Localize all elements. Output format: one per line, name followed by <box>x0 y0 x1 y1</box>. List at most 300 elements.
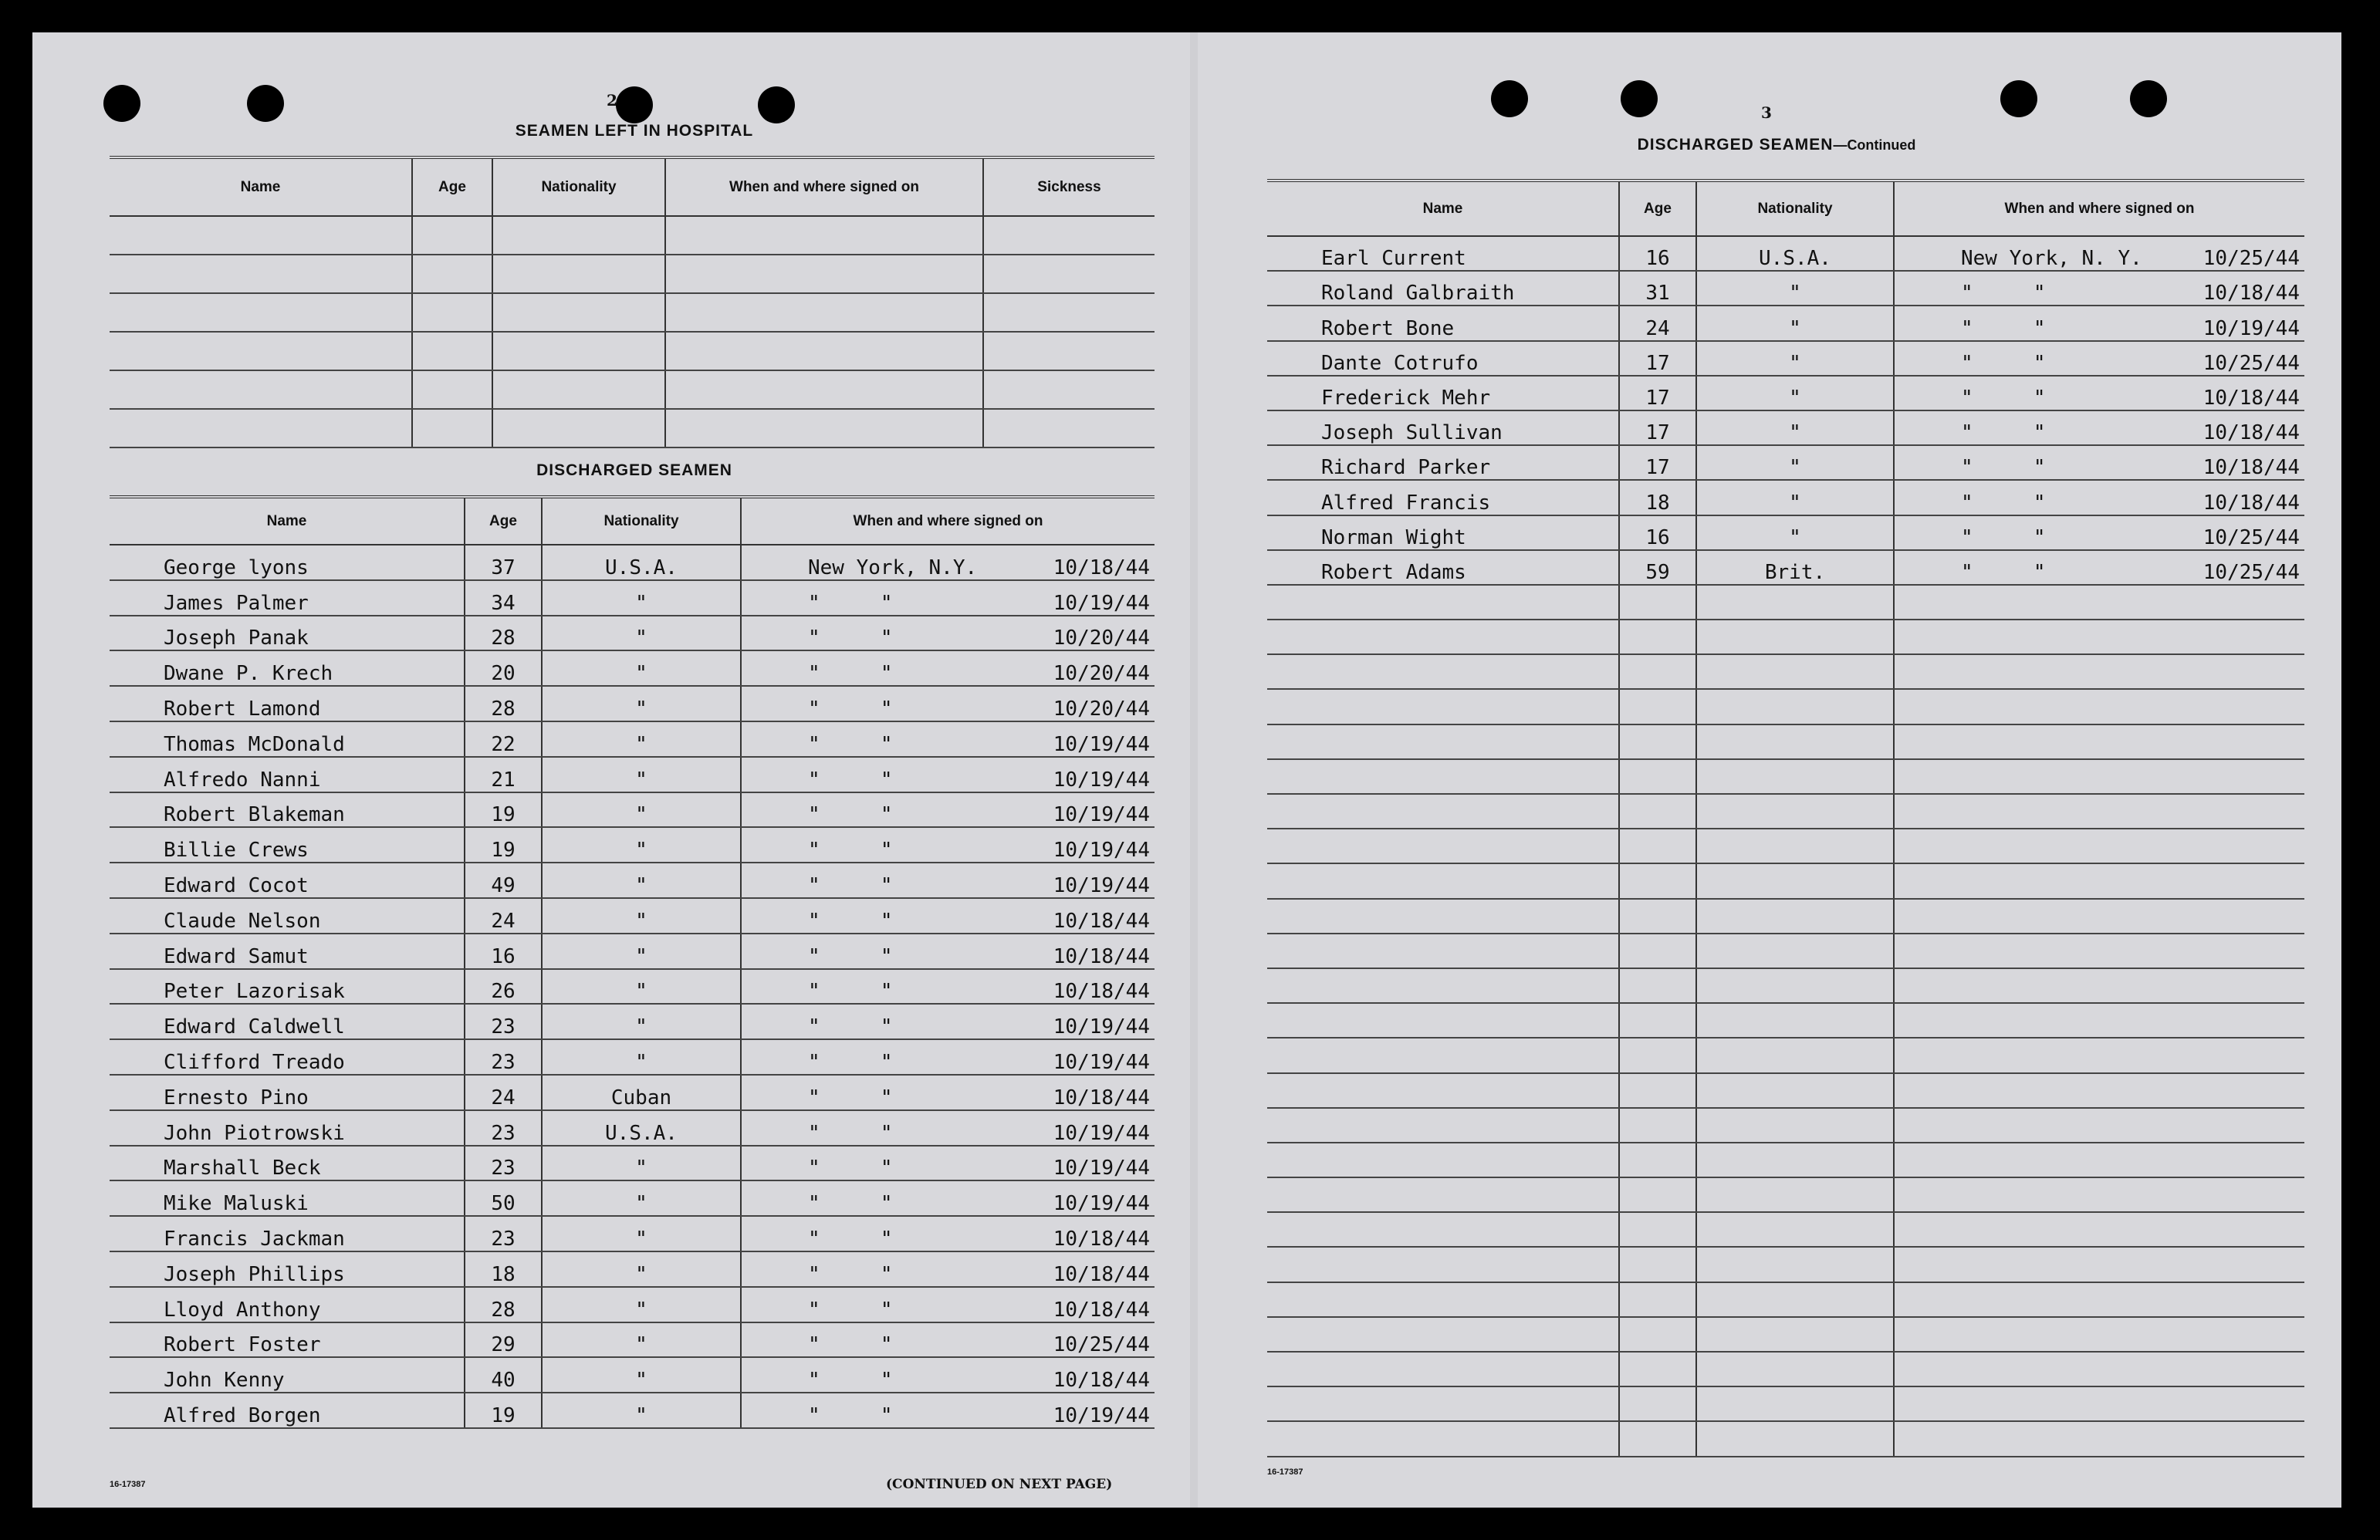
table-row <box>110 1251 1155 1287</box>
signed-on-date: 10/18/44 <box>2203 386 2300 410</box>
empty-cell <box>665 370 983 409</box>
signed-on-date: 10/25/44 <box>2203 247 2300 271</box>
cell-nationality <box>1696 1282 1894 1317</box>
table-row <box>1267 480 2304 515</box>
cell-when-where <box>741 934 1155 969</box>
cell-name: Richard Parker <box>1267 445 1619 480</box>
cell-age: 24 <box>1619 306 1696 340</box>
signed-on-place: New York, N. Y. <box>1961 247 2142 271</box>
signed-on-place: " " <box>1961 282 2046 306</box>
cell-age <box>1619 1421 1696 1456</box>
signed-on-place: " " <box>808 1403 893 1427</box>
cell-age: 20 <box>465 650 542 686</box>
cell-when-where <box>1894 376 2304 410</box>
cell-age: 31 <box>1619 271 1696 306</box>
signed-on-date: 10/19/44 <box>1053 1157 1150 1180</box>
cell-nationality <box>1696 1247 1894 1282</box>
form-number: 16-17387 <box>110 1480 146 1489</box>
cell-nationality: " <box>542 792 741 828</box>
cell-when-where <box>1894 341 2304 376</box>
cell-when-where <box>741 827 1155 863</box>
empty-cell <box>412 332 492 370</box>
cell-when-where <box>1894 689 2304 724</box>
when-where-wrap <box>746 592 1150 615</box>
signed-on-date: 10/25/44 <box>1053 1333 1150 1357</box>
table-row <box>110 1216 1155 1251</box>
when-where-wrap <box>746 910 1150 933</box>
table-row <box>110 969 1155 1005</box>
cell-when-where <box>1894 585 2304 620</box>
cell-age: 21 <box>465 757 542 792</box>
table-row <box>1267 306 2304 340</box>
table-row <box>1267 1143 2304 1177</box>
cell-when-where <box>1894 759 2304 794</box>
when-where-wrap <box>746 1015 1150 1038</box>
empty-cell <box>110 255 412 293</box>
page-number: 2 <box>607 91 617 110</box>
cell-nationality: " <box>542 969 741 1005</box>
cell-age <box>1619 654 1696 689</box>
cell-when-where <box>741 1075 1155 1110</box>
empty-cell <box>665 409 983 447</box>
cell-name: Frederick Mehr <box>1267 376 1619 410</box>
signed-on-date: 10/18/44 <box>1053 1262 1150 1286</box>
cell-when-where <box>1894 829 2304 863</box>
table-row <box>110 616 1155 651</box>
cell-when-where <box>741 1322 1155 1358</box>
cell-name <box>1267 620 1619 654</box>
cell-nationality <box>1696 1317 1894 1352</box>
hospital-table <box>110 156 1155 448</box>
cell-when-where <box>741 580 1155 616</box>
cell-when-where <box>1894 934 2304 968</box>
cell-when-where <box>1894 1143 2304 1177</box>
table-row <box>1267 724 2304 759</box>
table-row <box>1267 445 2304 480</box>
header-when-where: When and where signed on <box>1894 181 2304 236</box>
cell-name <box>1267 829 1619 863</box>
signed-on-place: " " <box>808 803 893 827</box>
cell-when-where <box>741 757 1155 792</box>
signed-on-date: 10/18/44 <box>1053 556 1150 579</box>
cell-age <box>1619 759 1696 794</box>
cell-nationality <box>1696 968 1894 1003</box>
cell-name <box>1267 1421 1619 1456</box>
signed-on-place: " " <box>808 1333 893 1357</box>
cell-nationality: " <box>542 934 741 969</box>
table-row <box>110 1004 1155 1039</box>
empty-cell <box>412 370 492 409</box>
cell-when-where <box>1894 1038 2304 1072</box>
cell-name <box>1267 1317 1619 1352</box>
table-row <box>110 580 1155 616</box>
cell-age: 24 <box>465 1075 542 1110</box>
cell-age: 17 <box>1619 445 1696 480</box>
header-name: Name <box>110 497 465 545</box>
empty-cell <box>983 293 1155 332</box>
table-row <box>110 792 1155 828</box>
cell-name <box>1267 968 1619 1003</box>
cell-age <box>1619 1317 1696 1352</box>
table-row <box>1267 1386 2304 1421</box>
cell-nationality: U.S.A. <box>542 545 741 580</box>
when-where-wrap <box>746 1333 1150 1356</box>
cell-age <box>1619 724 1696 759</box>
cell-name: Robert Bone <box>1267 306 1619 340</box>
signed-on-date: 10/18/44 <box>1053 1369 1150 1393</box>
empty-cell <box>665 216 983 255</box>
cell-name: Robert Lamond <box>110 686 465 721</box>
when-where-wrap <box>1899 491 2300 515</box>
cell-nationality: " <box>542 898 741 934</box>
table-row <box>1267 1177 2304 1212</box>
when-where-wrap <box>746 980 1150 1003</box>
table-row <box>1267 236 2304 271</box>
cell-nationality: " <box>1696 271 1894 306</box>
cell-age <box>1619 1386 1696 1421</box>
signed-on-date: 10/19/44 <box>1053 803 1150 827</box>
signed-on-place: " " <box>1961 456 2046 480</box>
cell-age <box>1619 829 1696 863</box>
signed-on-place: " " <box>1961 560 2046 584</box>
empty-cell <box>665 332 983 370</box>
cell-nationality <box>1696 1212 1894 1247</box>
cell-when-where <box>1894 1247 2304 1282</box>
signed-on-date: 10/19/44 <box>1053 1015 1150 1039</box>
cell-when-where <box>741 721 1155 757</box>
when-where-wrap <box>746 1192 1150 1215</box>
cell-name <box>1267 899 1619 934</box>
cell-when-where <box>741 1146 1155 1181</box>
cell-name <box>1267 1073 1619 1108</box>
signed-on-date: 10/18/44 <box>2203 421 2300 445</box>
when-where-wrap <box>746 1369 1150 1392</box>
cell-when-where <box>741 1110 1155 1146</box>
signed-on-date: 10/18/44 <box>2203 491 2300 515</box>
cell-when-where <box>1894 968 2304 1003</box>
table-row <box>110 1322 1155 1358</box>
punch-hole <box>2000 80 2037 117</box>
signed-on-place: " " <box>1961 491 2046 515</box>
cell-age <box>1619 689 1696 724</box>
cell-name: Francis Jackman <box>110 1216 465 1251</box>
cell-nationality: U.S.A. <box>542 1110 741 1146</box>
cell-age: 23 <box>465 1110 542 1146</box>
cell-name <box>1267 1038 1619 1072</box>
page-spine <box>1190 32 1198 1508</box>
signed-on-place: " " <box>808 909 893 933</box>
punch-hole <box>758 86 795 123</box>
cell-when-where <box>1894 899 2304 934</box>
cell-when-where <box>1894 1003 2304 1038</box>
signed-on-place: " " <box>808 944 893 968</box>
signed-on-date: 10/19/44 <box>1053 873 1150 897</box>
empty-cell <box>492 332 665 370</box>
cell-age: 18 <box>465 1251 542 1287</box>
signed-on-date: 10/18/44 <box>1053 980 1150 1004</box>
table-row <box>110 721 1155 757</box>
cell-age <box>1619 934 1696 968</box>
signed-on-date: 10/25/44 <box>2203 525 2300 549</box>
signed-on-date: 10/19/44 <box>1053 1121 1150 1145</box>
cell-age <box>1619 1038 1696 1072</box>
cell-age: 28 <box>465 1287 542 1322</box>
cell-nationality: " <box>542 1039 741 1075</box>
cell-nationality <box>1696 1177 1894 1212</box>
cell-name <box>1267 654 1619 689</box>
cell-name: Lloyd Anthony <box>110 1287 465 1322</box>
punch-hole <box>1621 80 1658 117</box>
cell-name: George lyons <box>110 545 465 580</box>
punch-hole <box>616 86 653 123</box>
table-row <box>110 898 1155 934</box>
table-row <box>110 863 1155 898</box>
cell-name: James Palmer <box>110 580 465 616</box>
empty-cell <box>412 216 492 255</box>
cell-name: Edward Cocot <box>110 863 465 898</box>
when-where-wrap <box>746 626 1150 650</box>
when-where-wrap <box>746 1228 1150 1251</box>
cell-name: Thomas McDonald <box>110 721 465 757</box>
when-where-wrap <box>746 556 1150 579</box>
signed-on-date: 10/25/44 <box>2203 351 2300 375</box>
cell-nationality: " <box>542 686 741 721</box>
header-sickness: Sickness <box>983 157 1155 216</box>
table-row <box>1267 829 2304 863</box>
cell-age <box>1619 794 1696 829</box>
signed-on-place: " " <box>808 1157 893 1180</box>
signed-on-date: 10/19/44 <box>1053 768 1150 792</box>
cell-name: Ernesto Pino <box>110 1075 465 1110</box>
punch-hole <box>2130 80 2167 117</box>
cell-age <box>1619 620 1696 654</box>
empty-cell <box>492 293 665 332</box>
signed-on-date: 10/20/44 <box>1053 697 1150 721</box>
table-row <box>1267 1317 2304 1352</box>
cell-when-where <box>741 1393 1155 1428</box>
cell-when-where <box>1894 271 2304 306</box>
cell-when-where <box>741 1357 1155 1393</box>
table-row <box>1267 1108 2304 1143</box>
cell-when-where <box>741 616 1155 651</box>
cell-when-where <box>741 863 1155 898</box>
cell-when-where <box>741 898 1155 934</box>
cell-name: Dwane P. Krech <box>110 650 465 686</box>
cell-when-where <box>741 1004 1155 1039</box>
table-row <box>110 370 1155 409</box>
cell-age <box>1619 863 1696 898</box>
cell-age <box>1619 899 1696 934</box>
table-row <box>1267 689 2304 724</box>
cell-name: Earl Current <box>1267 236 1619 271</box>
signed-on-date: 10/18/44 <box>2203 456 2300 480</box>
cell-age: 19 <box>465 827 542 863</box>
table-row <box>110 934 1155 969</box>
cell-nationality <box>1696 620 1894 654</box>
cell-when-where <box>741 545 1155 580</box>
cell-nationality: " <box>542 650 741 686</box>
header-nationality: Nationality <box>1696 181 1894 236</box>
cell-age: 23 <box>465 1216 542 1251</box>
signed-on-place: " " <box>808 662 893 686</box>
empty-cell <box>492 255 665 293</box>
empty-cell <box>412 293 492 332</box>
punch-hole <box>103 85 140 122</box>
punch-hole <box>1491 80 1528 117</box>
cell-nationality: " <box>542 1393 741 1428</box>
when-where-wrap <box>746 1051 1150 1074</box>
table-row <box>110 757 1155 792</box>
cell-nationality <box>1696 1003 1894 1038</box>
table-row <box>110 1075 1155 1110</box>
cell-nationality: " <box>542 1251 741 1287</box>
cell-nationality: Brit. <box>1696 550 1894 585</box>
header-age: Age <box>412 157 492 216</box>
cell-nationality: " <box>1696 410 1894 445</box>
table-row <box>1267 410 2304 445</box>
signed-on-place: " " <box>808 1192 893 1216</box>
empty-cell <box>110 370 412 409</box>
cell-name <box>1267 585 1619 620</box>
cell-age <box>1619 1143 1696 1177</box>
cell-name: Peter Lazorisak <box>110 969 465 1005</box>
table-row <box>110 255 1155 293</box>
cell-when-where <box>1894 480 2304 515</box>
header-nationality: Nationality <box>542 497 741 545</box>
signed-on-place: New York, N.Y. <box>808 556 978 579</box>
signed-on-date: 10/25/44 <box>2203 560 2300 584</box>
table-row <box>1267 271 2304 306</box>
cell-name: Marshall Beck <box>110 1146 465 1181</box>
signed-on-date: 10/18/44 <box>1053 909 1150 933</box>
signed-on-place: " " <box>808 591 893 615</box>
signed-on-date: 10/20/44 <box>1053 662 1150 686</box>
table-row <box>1267 934 2304 968</box>
empty-cell <box>492 216 665 255</box>
cell-age <box>1619 1247 1696 1282</box>
cell-age: 17 <box>1619 341 1696 376</box>
empty-cell <box>983 370 1155 409</box>
cell-when-where <box>1894 1317 2304 1352</box>
cell-nationality: " <box>1696 306 1894 340</box>
table-row <box>1267 550 2304 585</box>
signed-on-date: 10/19/44 <box>1053 839 1150 863</box>
cell-age <box>1619 1003 1696 1038</box>
cell-age: 59 <box>1619 550 1696 585</box>
cell-name: Alfred Francis <box>1267 480 1619 515</box>
signed-on-place: " " <box>1961 351 2046 375</box>
cell-name: John Kenny <box>110 1357 465 1393</box>
signed-on-place: " " <box>808 1262 893 1286</box>
cell-name: Norman Wight <box>1267 515 1619 550</box>
table-row <box>110 216 1155 255</box>
cell-name <box>1267 1282 1619 1317</box>
table-row <box>1267 1038 2304 1072</box>
cell-when-where <box>1894 1386 2304 1421</box>
header-name: Name <box>110 157 412 216</box>
table-row <box>110 1393 1155 1428</box>
when-where-wrap <box>1899 352 2300 375</box>
signed-on-place: " " <box>808 768 893 792</box>
signed-on-place: " " <box>808 1227 893 1251</box>
table-row <box>110 650 1155 686</box>
cell-nationality: " <box>542 721 741 757</box>
signed-on-place: " " <box>808 732 893 756</box>
cell-when-where <box>1894 515 2304 550</box>
cell-age <box>1619 1282 1696 1317</box>
table-row <box>1267 585 2304 620</box>
cell-name: Edward Caldwell <box>110 1004 465 1039</box>
cell-name: Roland Galbraith <box>1267 271 1619 306</box>
signed-on-date: 10/20/44 <box>1053 626 1150 650</box>
cell-nationality <box>1696 654 1894 689</box>
cell-name <box>1267 1108 1619 1143</box>
empty-cell <box>110 332 412 370</box>
signed-on-date: 10/18/44 <box>1053 1298 1150 1322</box>
discharged-table <box>110 495 1155 1429</box>
when-where-wrap <box>1899 456 2300 479</box>
cell-when-where <box>1894 1177 2304 1212</box>
cell-when-where <box>1894 550 2304 585</box>
when-where-wrap <box>746 1404 1150 1427</box>
when-where-wrap <box>746 803 1150 826</box>
cell-age: 23 <box>465 1039 542 1075</box>
cell-name: Robert Foster <box>110 1322 465 1358</box>
cell-when-where <box>1894 1352 2304 1386</box>
signed-on-place: " " <box>808 1086 893 1109</box>
table-row <box>1267 1352 2304 1386</box>
cell-nationality: " <box>542 1180 741 1216</box>
cell-age: 34 <box>465 580 542 616</box>
document-sheet <box>32 32 2341 1508</box>
cell-nationality <box>1696 794 1894 829</box>
when-where-wrap <box>746 1122 1150 1145</box>
punch-hole <box>247 85 284 122</box>
cell-name: Clifford Treado <box>110 1039 465 1075</box>
cell-name: Claude Nelson <box>110 898 465 934</box>
table-row <box>1267 1247 2304 1282</box>
cell-nationality <box>1696 1421 1894 1456</box>
signed-on-place: " " <box>1961 421 2046 445</box>
cell-name: Alfredo Nanni <box>110 757 465 792</box>
when-where-wrap <box>1899 317 2300 340</box>
cell-age: 26 <box>465 969 542 1005</box>
cell-age: 28 <box>465 686 542 721</box>
cell-when-where <box>1894 724 2304 759</box>
table-row <box>110 1357 1155 1393</box>
cell-name: John Piotrowski <box>110 1110 465 1146</box>
form-number: 16-17387 <box>1267 1467 1303 1477</box>
cell-when-where <box>741 969 1155 1005</box>
when-where-wrap <box>746 697 1150 721</box>
cell-nationality <box>1696 1038 1894 1072</box>
cell-nationality <box>1696 1073 1894 1108</box>
empty-cell <box>983 332 1155 370</box>
header-nationality: Nationality <box>492 157 665 216</box>
empty-cell <box>983 409 1155 447</box>
cell-when-where <box>1894 1282 2304 1317</box>
table-row <box>1267 376 2304 410</box>
empty-cell <box>665 255 983 293</box>
table-row <box>110 1287 1155 1322</box>
table-row <box>110 827 1155 863</box>
signed-on-place: " " <box>808 1050 893 1074</box>
when-where-wrap <box>1899 282 2300 305</box>
cell-nationality: " <box>542 616 741 651</box>
cell-nationality: " <box>1696 480 1894 515</box>
discharged-continued-table <box>1267 179 2304 1457</box>
signed-on-date: 10/18/44 <box>1053 944 1150 968</box>
